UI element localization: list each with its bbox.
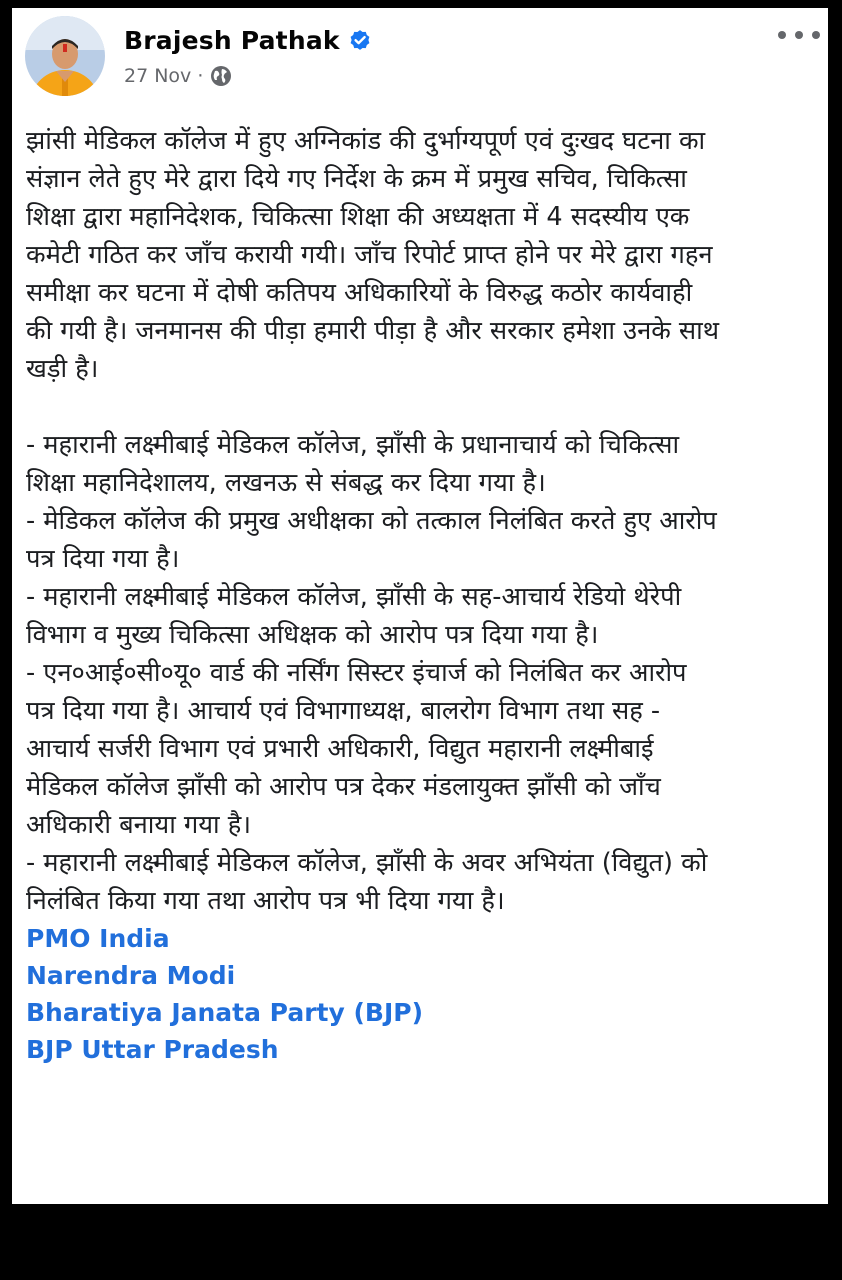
paragraph-gap <box>26 388 826 426</box>
author-avatar[interactable] <box>25 16 105 96</box>
post-text-line: कमेटी गठित कर जाँच करायी गयी। जाँच रिपोर्ट प्राप्त होने पर मेरे द्वारा गहन <box>26 240 713 270</box>
author-name[interactable]: Brajesh Pathak <box>124 25 340 55</box>
post-text-line: निलंबित किया गया तथा आरोप पत्र भी दिया गया है। <box>26 886 505 916</box>
tag-link-pmo-india[interactable]: PMO India <box>26 924 170 953</box>
more-options-icon[interactable] <box>778 26 820 44</box>
post-text-line: आचार्य सर्जरी विभाग एवं प्रभारी अधिकारी, विद्युत महारानी लक्ष्मीबाई <box>26 734 654 764</box>
actions-paragraph <box>26 426 826 920</box>
tag-link-bjp[interactable]: Bharatiya Janata Party (BJP) <box>26 998 424 1027</box>
verified-badge-icon <box>348 28 372 52</box>
post-text-line: झांसी मेडिकल कॉलेज में हुए अग्निकांड की दुर्भाग्यपूर्ण एवं दुःखद घटना का <box>26 126 706 156</box>
post-card <box>12 8 828 1204</box>
tag-link-narendra-modi[interactable]: Narendra Modi <box>26 961 236 990</box>
post-text-line: शिक्षा द्वारा महानिदेशक, चिकित्सा शिक्षा की अध्यक्षता में 4 सदस्यीय एक <box>26 202 690 232</box>
more-dot <box>812 31 820 39</box>
post-date[interactable]: 27 Nov <box>124 65 192 87</box>
intro-paragraph <box>26 122 826 388</box>
post-text-line: विभाग व मुख्य चिकित्सा अधिक्षक को आरोप पत्र दिया गया है। <box>26 620 599 650</box>
post-text-line: मेडिकल कॉलेज झाँसी को आरोप पत्र देकर मंडलायुक्त झाँसी को जाँच <box>26 772 661 802</box>
post-text-line: - महारानी लक्ष्मीबाई मेडिकल कॉलेज, झाँसी के सह-आचार्य रेडियो थेरेपी <box>26 582 682 612</box>
author-row <box>124 20 372 60</box>
post-text-line: - महारानी लक्ष्मीबाई मेडिकल कॉलेज, झाँसी के प्रधानाचार्य को चिकित्सा <box>26 430 680 460</box>
post-text-line: खड़ी है। <box>26 354 99 384</box>
tag-list <box>26 920 826 1068</box>
post-meta <box>124 62 232 90</box>
post-text-line: पत्र दिया गया है। आचार्य एवं विभागाध्यक्ष, बालरोग विभाग तथा सह - <box>26 696 661 726</box>
post-text-line: संज्ञान लेते हुए मेरे द्वारा दिये गए निर्देश के क्रम में प्रमुख सचिव, चिकित्सा <box>26 164 687 194</box>
post-text-line: पत्र दिया गया है। <box>26 544 180 574</box>
post-text-line: शिक्षा महानिदेशालय, लखनऊ से संबद्ध कर दिया गया है। <box>26 468 546 498</box>
globe-icon[interactable] <box>210 65 232 87</box>
post-text-line: अधिकारी बनाया गया है। <box>26 810 251 840</box>
post-text-line: - मेडिकल कॉलेज की प्रमुख अधीक्षका को तत्काल निलंबित करते हुए आरोप <box>26 506 717 536</box>
post-text-line: की गयी है। जनमानस की पीड़ा हमारी पीड़ा है और सरकार हमेशा उनके साथ <box>26 316 720 346</box>
post-text-line: - एन०आई०सी०यू० वार्ड की नर्सिंग सिस्टर इंचार्ज को निलंबित कर आरोप <box>26 658 687 688</box>
more-dot <box>795 31 803 39</box>
post-text-line: - महारानी लक्ष्मीबाई मेडिकल कॉलेज, झाँसी के अवर अभियंता (विद्युत) को <box>26 848 708 878</box>
post-body <box>26 122 826 1068</box>
more-dot <box>778 31 786 39</box>
post-header <box>12 8 828 108</box>
meta-separator: · <box>197 65 204 87</box>
tag-link-bjp-uttar-pradesh[interactable]: BJP Uttar Pradesh <box>26 1035 279 1064</box>
post-text-line: समीक्षा कर घटना में दोषी कतिपय अधिकारियों के विरुद्ध कठोर कार्यवाही <box>26 278 693 308</box>
